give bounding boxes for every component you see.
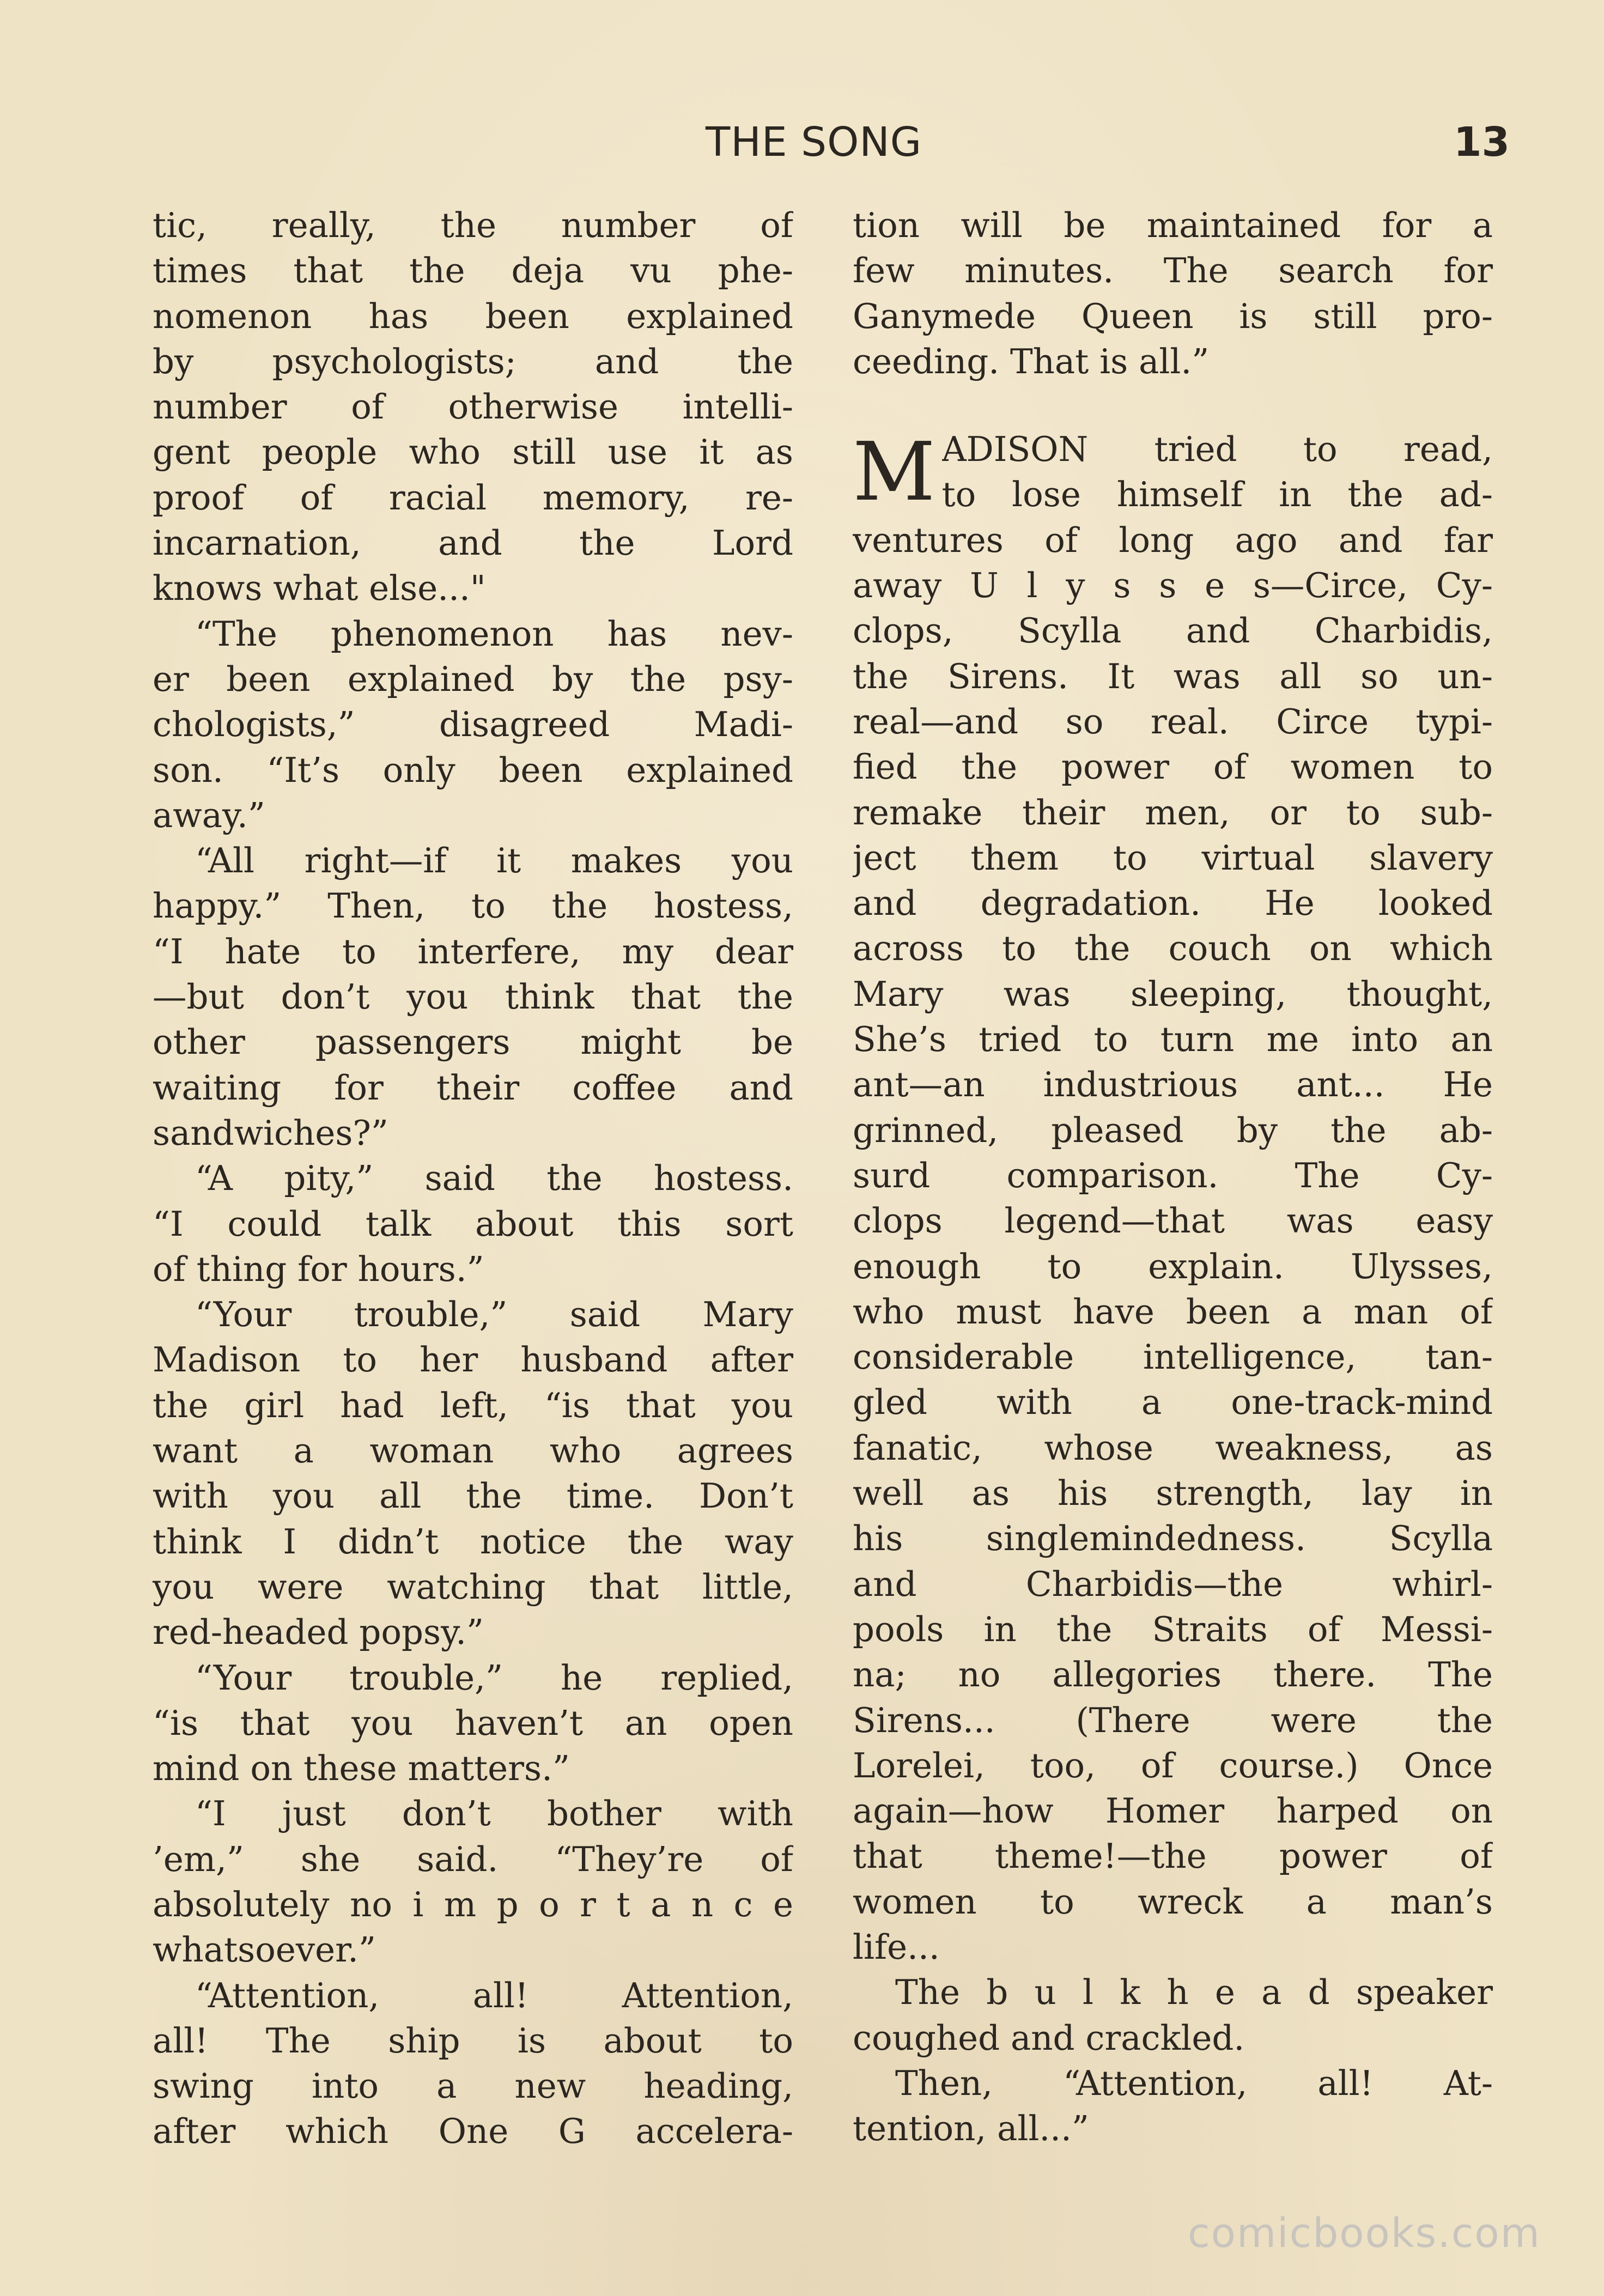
text-line: red-headed popsy.” [153,1612,484,1653]
text-line: of thing for hours.” [153,1249,484,1289]
paragraph-gap [853,384,1493,427]
text-line: women to wreck a man’s [853,1881,1493,1922]
text-line: “A pity,” said the hostess. [195,1158,793,1199]
text-line: “I could talk about this sort [153,1204,793,1244]
text-line: ject them to virtual slavery [853,837,1493,878]
text-line: his singlemindedness. Scylla [853,1518,1493,1559]
text-line: ventures of long ago and far [853,520,1493,560]
page-number: 13 [1454,119,1510,166]
text-line: after which One G accelera- [153,2111,793,2152]
text-line: incarnation, and the Lord [153,523,793,563]
text-line: who must have been a man of [853,1291,1493,1332]
text-line: sandwiches?” [153,1113,388,1153]
text-line: son. “It’s only been explained [153,750,793,790]
text-line: tention, all...” [853,2109,1089,2149]
right-column-top-paragraph [853,203,1493,384]
text-line: ADISON tried to read, [941,429,1493,470]
text-line: and degradation. He looked [853,883,1493,924]
text-line: “Your trouble,” he replied, [195,1657,793,1698]
text-line: Then, “Attention, all! At- [895,2063,1493,2103]
text-line: na; no allegories there. The [853,1655,1493,1695]
text-line: “Attention, all! Attention, [195,1975,793,2015]
drop-cap-paragraph [853,427,1493,518]
text-line: “All right—if it makes you [195,841,793,881]
text-line: few minutes. The search for [853,251,1493,291]
text-line: swing into a new heading, [153,2066,793,2106]
text-line: that theme!—the power of [853,1836,1493,1876]
text-line: “is that you haven’t an open [153,1703,793,1743]
text-line: “The phenomenon has nev- [195,614,793,654]
text-line: fanatic, whose weakness, as [853,1428,1493,1468]
text-line: tic, really, the number of [153,205,793,245]
right-text-column [853,203,1493,2151]
text-line: Mary was sleeping, thought, [853,974,1493,1014]
text-line: “I hate to interfere, my dear [153,931,793,971]
text-line: enough to explain. Ulysses, [853,1246,1493,1286]
text-line: and Charbidis—the whirl- [853,1564,1493,1604]
text-line: nomenon has been explained [153,296,793,336]
text-line: number of otherwise intelli- [153,387,793,427]
text-line: absolutely no i m p o r t a n c e [153,1884,793,1924]
text-line: chologists,” disagreed Madi- [153,704,793,745]
text-line: the Sirens. It was all so un- [853,656,1493,696]
text-line: She’s tried to turn me into an [853,1019,1493,1060]
running-head-title: THE SONG [706,119,922,166]
text-line: grinned, pleased by the ab- [853,1110,1493,1150]
text-line: remake their men, or to sub- [853,792,1493,833]
text-line: happy.” Then, to the hostess, [153,886,793,926]
left-text-column [153,203,793,2154]
text-line: gled with a one-track-mind [853,1382,1493,1423]
text-line: real—and so real. Circe typi- [853,701,1493,742]
text-line: “I just don’t bother with [195,1794,793,1834]
text-line: coughed and crackled. [853,2018,1245,2058]
text-line: Lorelei, too, of course.) Once [853,1745,1493,1785]
text-line: Madison to her husband after [153,1340,793,1380]
text-line: mind on these matters.” [153,1748,570,1789]
text-line: clops legend—that was easy [853,1201,1493,1241]
text-line: across to the couch on which [853,928,1493,969]
text-line: gent people who still use it as [153,432,793,472]
text-line: proof of racial memory, re- [153,477,793,518]
drop-cap-letter: M [853,425,935,519]
text-line: fied the power of women to [853,747,1493,787]
text-line: with you all the time. Don’t [153,1476,793,1516]
text-line: “Your trouble,” said Mary [195,1295,793,1335]
right-column-body [853,518,1493,2152]
text-line: waiting for their coffee and [153,1067,793,1108]
text-line: again—how Homer harped on [853,1791,1493,1831]
text-line: away.” [153,795,265,835]
text-line: —but don’t you think that the [153,977,793,1017]
text-line: whatsoever.” [153,1930,376,1970]
text-line: clops, Scylla and Charbidis, [853,611,1493,651]
site-watermark: comicbooks.com [1188,2210,1541,2257]
text-line: away U l y s s e s—Circe, Cy- [853,566,1493,606]
text-line: life... [853,1927,940,1967]
text-line: you were watching that little, [153,1566,793,1607]
text-line: all! The ship is about to [153,2020,793,2061]
text-line: times that the deja vu phe- [153,251,793,291]
text-line: ’em,” she said. “They’re of [153,1839,793,1879]
text-line: by psychologists; and the [153,341,793,381]
text-line: considerable intelligence, tan- [853,1337,1493,1377]
text-line: want a woman who agrees [153,1431,793,1471]
text-line: ceeding. That is all.” [853,341,1210,381]
text-line: The b u l k h e a d speaker [895,1972,1493,2013]
text-line: ant—an industrious ant... He [853,1065,1493,1105]
text-line: knows what else..." [153,568,486,609]
text-line: Ganymede Queen is still pro- [853,296,1493,336]
text-line: well as his strength, lay in [853,1473,1493,1514]
text-line: er been explained by the psy- [153,659,793,699]
text-line: tion will be maintained for a [853,205,1493,245]
text-line: think I didn’t notice the way [153,1521,793,1562]
text-line: pools in the Straits of Messi- [853,1609,1493,1649]
text-line: to lose himself in the ad- [941,475,1493,515]
text-line: Sirens... (There were the [853,1700,1493,1740]
text-line: surd comparison. The Cy- [853,1155,1493,1195]
text-line: the girl had left, “is that you [153,1385,793,1425]
text-line: other passengers might be [153,1022,793,1062]
